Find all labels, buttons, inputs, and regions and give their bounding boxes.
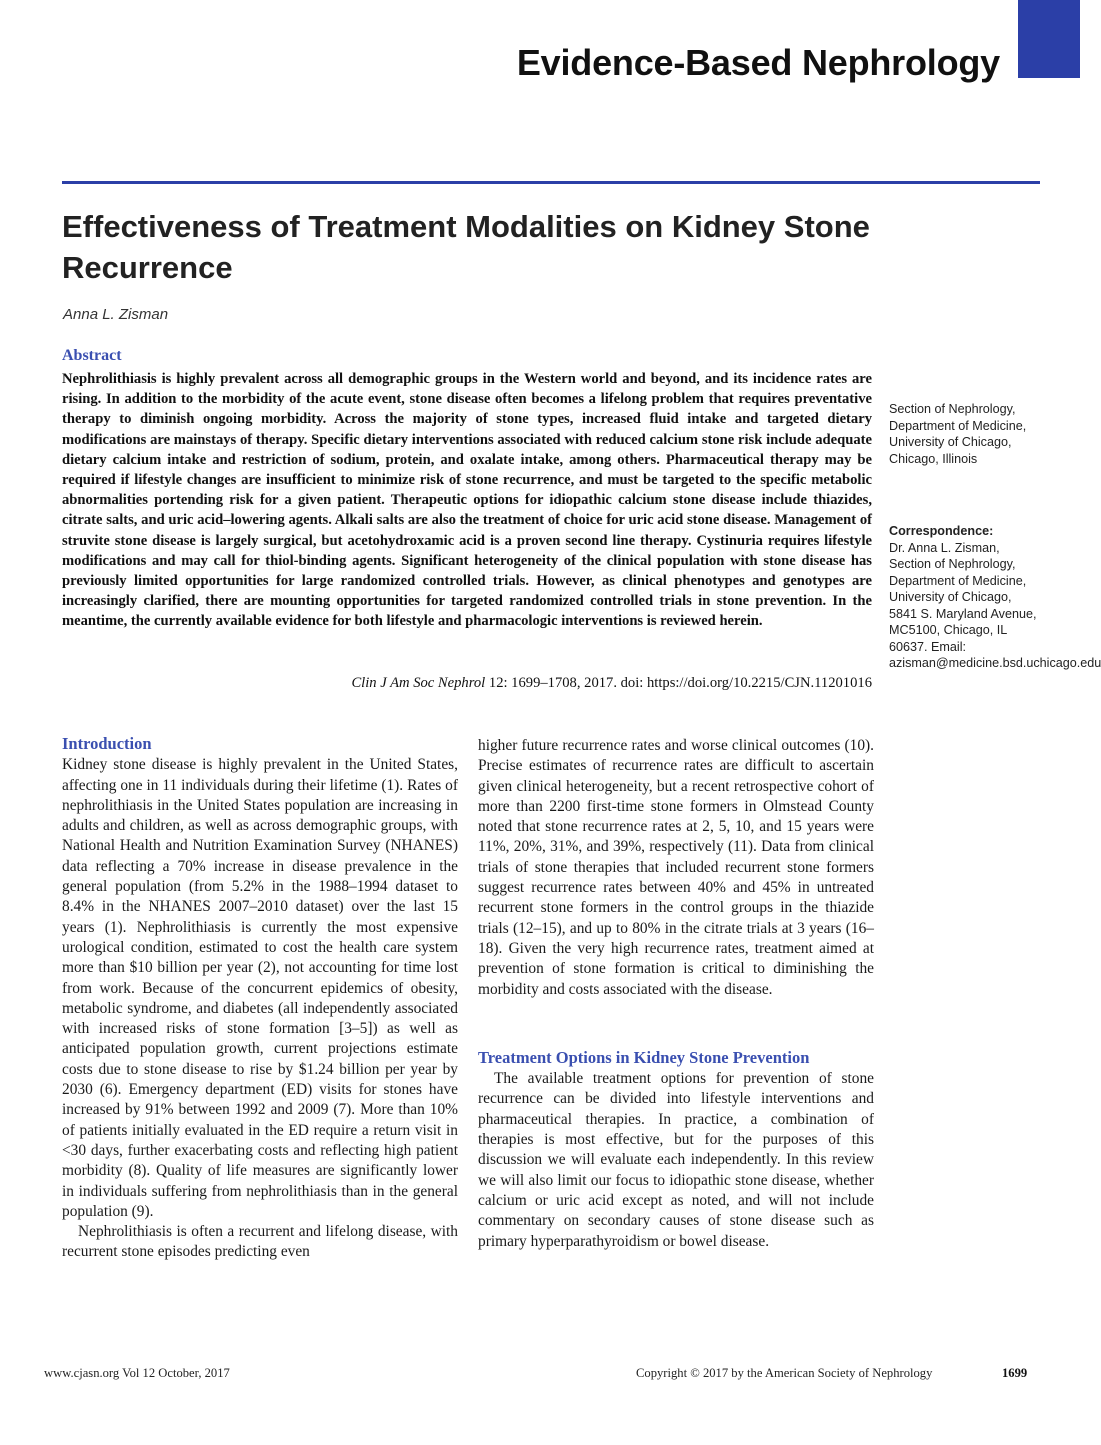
introduction-paragraph-2: Nephrolithiasis is often a recurrent and lifelong disease, with recurrent stone episodes predicting even [62, 1223, 458, 1261]
right-column [478, 736, 874, 1252]
correspondence-block [889, 523, 1101, 672]
footer-journal-info[interactable]: www.cjasn.org Vol 12 October, 2017 [44, 1366, 230, 1380]
introduction-paragraph-1: Kidney stone disease is highly prevalent in the United States, affecting one in 11 individuals during their lifetime (1). Rates of nephrolithiasis in the United States population are increasing in adults and children, as well as across demographic groups, with National Health and Nutrition Examination Survey (NHANES) data reflecting a 70% increase in disease prevalence in the general population (from 5.2% in the 1988–1994 dataset to 8.4% in the NHANES 2007–2010 dataset) over the last 15 years (1). Nephrolithiasis is currently the most expensive urological condition, estimated to cost the health care system more than $10 billion per year (2), not accounting for time lost from work. Because of the concurrent epidemics of obesity, metabolic syndrome, and diabetes (all independently associated with increased risks of stone formation [3–5]) as well as anticipated population growth, current projections estimate costs due to stone disease to rise by $1.24 billion per year by 2030 (6). Emergency department (ED) visits for stones have increased by 91% between 1992 and 2009 (7). More than 10% of patients initially evaluated in the ED require a return visit in <30 days, further exacerbating costs and reflecting high patient morbidity (8). Quality of life measures are significantly lower in individuals suffering from nephrolithiasis than in the general population (9). [62, 756, 458, 1220]
treatment-heading: Treatment Options in Kidney Stone Prevention [478, 1047, 810, 1067]
page-number: 1699 [1002, 1366, 1028, 1380]
abstract-heading: Abstract [62, 347, 122, 364]
citation-journal: Clin J Am Soc Nephrol [351, 675, 486, 691]
footer-copyright: Copyright © 2017 by the American Society of Nephrology [636, 1366, 933, 1380]
section-gap [478, 1000, 874, 1048]
article-title: Effectiveness of Treatment Modalities on Kidney Stone Recurrence [62, 209, 870, 285]
citation-details[interactable]: 12: 1699–1708, 2017. doi: https://doi.org/10.2215/CJN.11201016 [488, 675, 872, 691]
header-rule [62, 181, 1040, 184]
journal-section-title: Evidence-Based Nephrology [516, 42, 1000, 83]
abstract-text: Nephrolithiasis is highly prevalent across all demographic groups in the Western world and beyond, and its incidence rates are rising. In addition to the morbidity of the acute event, stone disease often becomes a lifelong problem that requires preventative therapy to diminish ongoing morbidity. Across the majority of stone types, increased fluid intake and targeted dietary modifications are mainstays of therapy. Specific dietary interventions associated with reduced calcium stone risk include adequate dietary calcium intake and restriction of sodium, protein, and oxalate intake, among others. Pharmaceutical therapy may be required if lifestyle changes are insufficient to minimize risk of stone recurrence, and must be targeted to the specific metabolic abnormalities portending risk for a given patient. Therapeutic options for idiopathic calcium stone disease include thiazides, citrate salts, and uric acid–lowering agents. Alkali salts are also the treatment of choice for uric acid stone disease. Management of struvite stone disease is largely surgical, but acetohydroxamic acid is a proven second line therapy. Cystinuria requires lifestyle modifications and may call for thiol-binding agents. Significant heterogeneity of the clinical population with stone disease has previously limited opportunities for large randomized controlled trials. However, as clinical phenotypes and genotypes are increasingly clarified, there are mounting opportunities for targeted randomized controlled trials in stone prevention. In the meantime, the currently available evidence for both lifestyle and pharmacologic interventions is reviewed herein. [62, 371, 872, 630]
section-color-tab [1018, 0, 1080, 78]
article-author: Anna L. Zisman [63, 306, 169, 323]
author-affiliation: Section of Nephrology, Department of Medicine, University of Chicago, Chicago, Illinois [889, 402, 1027, 466]
left-column [62, 734, 458, 1263]
correspondence-text: Dr. Anna L. Zisman, Section of Nephrology, Department of Medicine, University of Chicago, 5841 S. Maryland Avenue, MC5100, Chicago, IL 60637. Email: azisman@medicine.bsd.uchicago.edu [889, 540, 1101, 670]
citation [62, 675, 872, 692]
correspondence-heading: Correspondence: [889, 524, 994, 538]
introduction-heading: Introduction [62, 734, 152, 753]
treatment-paragraph-1: The available treatment options for prevention of stone recurrence can be divided into lifestyle interventions and pharmaceutical therapies. In practice, a combination of therapies is most effective, but for the purposes of this discussion we will evaluate each independently. In this review we will also limit our focus to idiopathic stone disease, whether calcium or uric acid except as noted, and will not include commentary on secondary causes of stone disease such as primary hyperparathyroidism or bowel disease. [478, 1070, 874, 1250]
introduction-paragraph-3: higher future recurrence rates and worse clinical outcomes (10). Precise estimates of recurrence rates are difficult to ascertain given clinical heterogeneity, but a recent retrospective cohort of more than 2200 first-time stone formers in Olmstead County noted that stone recurrence rates at 2, 5, 10, and 15 years were 11%, 20%, 31%, and 39%, respectively (11). Data from clinical trials of stone therapies that included recurrent stone formers suggest recurrence rates between 40% and 45% in untreated recurrent stone formers in the control groups in the thiazide trials (12–15), and up to 80% in the citrate trials at 3 years (16–18). Given the very high recurrence rates, treatment aimed at prevention of stone formation is critical to diminishing the morbidity and costs associated with the disease. [478, 737, 874, 998]
